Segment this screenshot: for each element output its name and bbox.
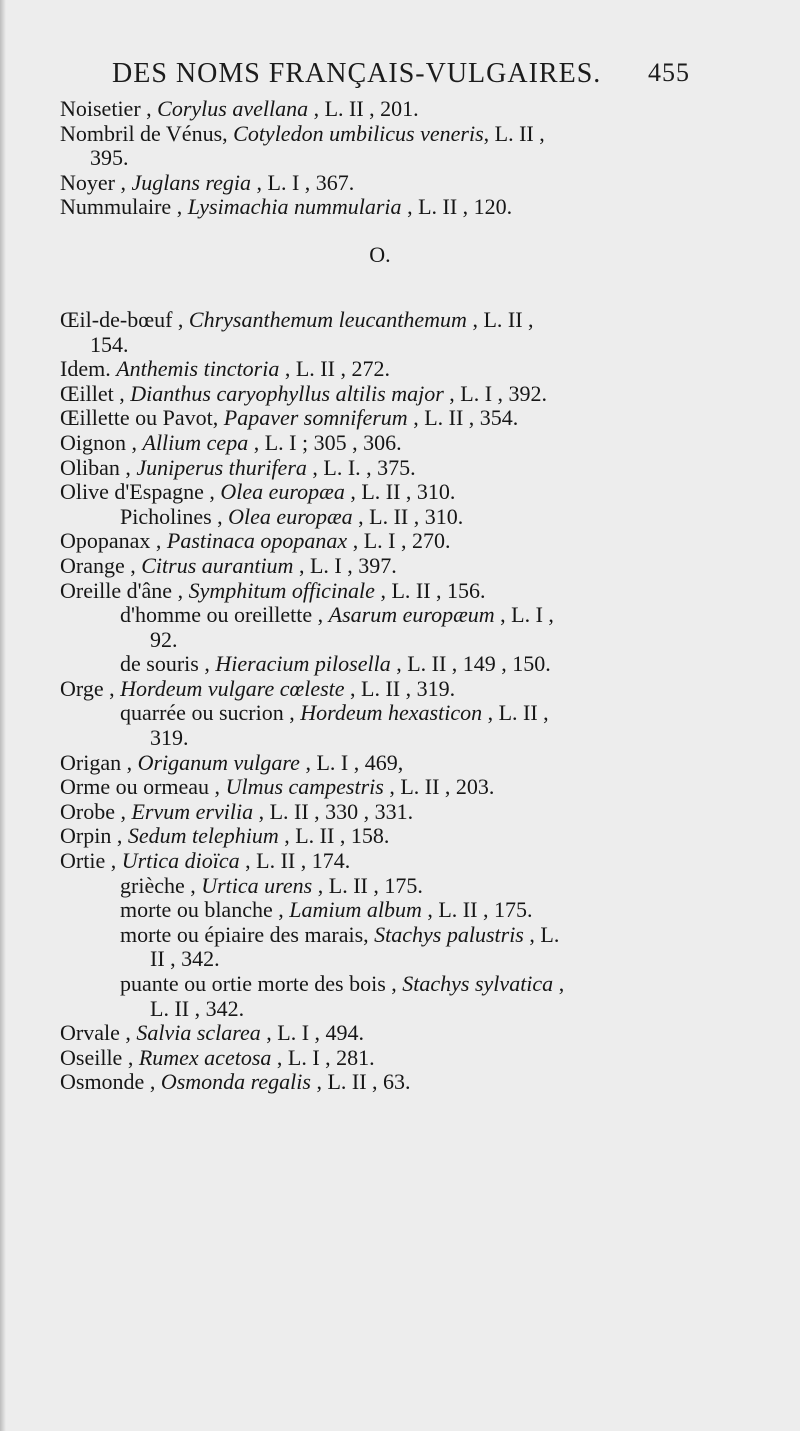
entry-latin-name: Rumex acetosa bbox=[138, 1044, 272, 1070]
page-number: 455 bbox=[648, 58, 690, 87]
entry-reference: , L. I , 270. bbox=[347, 528, 451, 554]
index-entry-line bbox=[60, 97, 700, 122]
index-entry-line bbox=[60, 751, 700, 776]
entry-latin-name: Anthemis tinctoria bbox=[116, 356, 280, 382]
index-entry-line bbox=[60, 406, 700, 431]
entry-latin-name: Urtica urens bbox=[201, 872, 313, 898]
index-entry-line bbox=[60, 431, 700, 456]
entry-latin-name: Asarum europæum bbox=[328, 602, 495, 628]
entry-latin-name: Chrysanthemum leucanthemum bbox=[188, 306, 467, 332]
entry-latin-name: Sedum telephium bbox=[127, 823, 279, 849]
index-entry-line bbox=[60, 554, 700, 579]
index-entry-line bbox=[60, 726, 700, 751]
entry-latin-name: Stachys palustris bbox=[374, 921, 524, 947]
entry-latin-name: Salvia sclarea bbox=[136, 1020, 261, 1046]
entry-common-name: Idem. bbox=[60, 356, 117, 382]
index-entry-line bbox=[60, 997, 700, 1022]
index-entry-line bbox=[60, 357, 700, 382]
entry-common-name: Oignon , bbox=[60, 429, 143, 455]
entry-common-name: Noisetier , bbox=[60, 96, 158, 121]
entry-common-name: d'homme ou oreillette , bbox=[120, 602, 329, 628]
index-entry-line bbox=[60, 579, 700, 604]
entry-latin-name: Dianthus caryophyllus altilis major bbox=[130, 380, 444, 406]
index-entry-line bbox=[60, 1046, 700, 1071]
entry-reference: , L. II , bbox=[482, 700, 549, 726]
entry-reference: , L. I , 392. bbox=[443, 380, 548, 406]
entry-reference: , L. II , 175. bbox=[312, 872, 423, 898]
entry-latin-name: Juglans regia bbox=[131, 169, 252, 195]
index-entry-line bbox=[60, 701, 700, 726]
entry-reference: , bbox=[553, 971, 565, 996]
entry-common-name: morte ou blanche , bbox=[120, 897, 290, 923]
entry-latin-name: Olea europæa bbox=[228, 503, 353, 529]
entry-common-name: Orpin , bbox=[60, 823, 128, 849]
index-entry-line bbox=[60, 505, 700, 530]
index-entry-line bbox=[60, 923, 700, 948]
entry-common-name: Olive d'Espagne , bbox=[60, 479, 221, 505]
index-entry-line bbox=[60, 195, 700, 220]
entry-latin-name: Symphitum officinale bbox=[188, 577, 375, 603]
index-entry-line bbox=[60, 333, 700, 358]
entry-reference: , L. II , 158. bbox=[278, 823, 390, 849]
entry-reference: , L. II , 203. bbox=[383, 774, 495, 800]
index-entry-line bbox=[60, 529, 700, 554]
index-entry-line bbox=[60, 480, 700, 505]
entry-reference: , L. II , bbox=[483, 120, 545, 146]
index-entry-line bbox=[60, 171, 700, 196]
entry-latin-name: Osmonda regalis bbox=[160, 1069, 311, 1095]
entry-common-name: Picholines , bbox=[120, 503, 229, 529]
entry-reference: , L. I , 494. bbox=[260, 1020, 365, 1046]
index-entry-line bbox=[60, 308, 700, 333]
entry-reference: , L. II , 272. bbox=[279, 356, 390, 382]
entry-common-name: Nombril de Vénus, bbox=[60, 120, 234, 146]
entry-reference: , L. II , 319. bbox=[344, 675, 456, 701]
entry-common-name: Œillette ou Pavot, bbox=[60, 405, 224, 431]
entry-common-name: Œil-de-bœuf , bbox=[60, 306, 189, 332]
entry-reference: , L. II , 120. bbox=[401, 194, 513, 220]
entry-latin-name: Stachys sylvatica bbox=[402, 971, 554, 996]
entry-reference: , L. II , 175. bbox=[421, 897, 533, 923]
index-entry-line bbox=[60, 874, 700, 899]
index-entry-line bbox=[60, 677, 700, 702]
entry-latin-name: Hieracium pilosella bbox=[215, 651, 391, 677]
section-letter-heading: O. bbox=[369, 241, 391, 267]
entry-reference: , L. I , bbox=[494, 602, 554, 628]
entry-latin-name: Papaver somniferum bbox=[223, 405, 408, 431]
entry-common-name: Noyer , bbox=[60, 169, 132, 195]
index-entry-line bbox=[60, 1070, 700, 1095]
index-entry-line bbox=[60, 1021, 700, 1046]
entry-reference: , L. II , 156. bbox=[374, 577, 486, 603]
entries-letter-n bbox=[60, 97, 700, 220]
entry-latin-name: Hordeum vulgare cœleste bbox=[120, 675, 345, 701]
entry-latin-name: Ulmus campestris bbox=[225, 774, 384, 800]
entry-common-name: Ortie , bbox=[60, 848, 122, 874]
entry-common-name: II , 342. bbox=[150, 946, 220, 972]
entry-common-name: Œillet , bbox=[60, 380, 131, 406]
entry-reference: , L. II , 149 , 150. bbox=[390, 651, 551, 677]
entry-reference: , L. II , bbox=[466, 306, 534, 332]
index-entry-line bbox=[60, 603, 700, 628]
entry-reference: , L. I , 281. bbox=[271, 1044, 375, 1070]
entry-common-name: Oreille d'âne , bbox=[60, 577, 189, 603]
index-entry-line bbox=[60, 146, 700, 171]
entry-common-name: puante ou ortie morte des bois , bbox=[120, 971, 403, 996]
entry-common-name: morte ou épiaire des marais, bbox=[120, 921, 375, 947]
index-entry-line bbox=[60, 775, 700, 800]
entry-reference: , L. I , 397. bbox=[293, 552, 397, 578]
entry-reference: , L. I , 469, bbox=[299, 749, 404, 775]
entry-reference: , L. bbox=[523, 921, 560, 947]
entry-common-name: 319. bbox=[150, 725, 189, 751]
entry-reference: , L. II , 330 , 331. bbox=[253, 798, 414, 824]
entry-common-name: 395. bbox=[90, 145, 129, 171]
entry-common-name: L. II , 342. bbox=[150, 995, 245, 1021]
entry-latin-name: Urtica dioïca bbox=[121, 848, 240, 874]
entry-latin-name: Lamium album bbox=[289, 897, 422, 923]
entry-common-name: Origan , bbox=[60, 749, 138, 775]
entry-latin-name: Juniperus thurifera bbox=[136, 454, 307, 480]
entry-common-name: Osmonde , bbox=[60, 1069, 161, 1095]
entry-common-name: Orme ou ormeau , bbox=[60, 774, 226, 800]
entry-reference: , L. II , 310. bbox=[344, 479, 456, 505]
entry-common-name: Nummulaire , bbox=[60, 194, 188, 220]
index-entry-line bbox=[60, 947, 700, 972]
entry-latin-name: Corylus avellana bbox=[157, 96, 309, 121]
index-entry-line bbox=[60, 382, 700, 407]
entry-reference: , L. II , 354. bbox=[407, 405, 519, 431]
entry-common-name: Opopanax , bbox=[60, 528, 167, 554]
entry-latin-name: Origanum vulgare bbox=[137, 749, 300, 775]
index-entry-line bbox=[60, 972, 700, 997]
entry-reference: , L. II , 174. bbox=[239, 848, 351, 874]
index-entry-line bbox=[60, 898, 700, 923]
index-entry-line bbox=[60, 824, 700, 849]
entry-reference: , L. I. , 375. bbox=[306, 454, 416, 480]
entry-common-name: Oliban , bbox=[60, 454, 137, 480]
index-entry-line bbox=[60, 849, 700, 874]
index-entry-line bbox=[60, 456, 700, 481]
entry-latin-name: Citrus aurantium bbox=[141, 552, 294, 578]
entry-common-name: Orvale , bbox=[60, 1020, 137, 1046]
entry-reference: , L. II , 310. bbox=[352, 503, 464, 529]
entry-latin-name: Hordeum hexasticon bbox=[300, 700, 483, 726]
entry-common-name: quarrée ou sucrion , bbox=[120, 700, 301, 726]
index-entry-line bbox=[60, 122, 700, 147]
header-title: DES NOMS FRANÇAIS-VULGAIRES. bbox=[112, 58, 602, 89]
entry-common-name: Orange , bbox=[60, 552, 142, 578]
entry-reference: , L. II , 63. bbox=[310, 1069, 411, 1095]
entry-common-name: 154. bbox=[90, 331, 129, 357]
index-entry-line bbox=[60, 800, 700, 825]
entry-common-name: Orobe , bbox=[60, 798, 132, 824]
running-header bbox=[112, 58, 690, 90]
entry-reference: , L. I ; 305 , 306. bbox=[248, 429, 402, 455]
entry-common-name: de souris , bbox=[120, 651, 216, 677]
entry-latin-name: Allium cepa bbox=[142, 429, 249, 455]
entry-common-name: grièche , bbox=[120, 872, 202, 898]
entry-latin-name: Cotyledon umbilicus veneris bbox=[233, 120, 484, 146]
entries-letter-o bbox=[60, 308, 700, 1095]
entry-latin-name: Pastinaca opopanax bbox=[166, 528, 348, 554]
index-entry-line bbox=[60, 628, 700, 653]
entry-common-name: 92. bbox=[150, 626, 178, 652]
entry-latin-name: Olea europæa bbox=[220, 479, 345, 505]
entry-reference: , L. I , 367. bbox=[251, 169, 355, 195]
entry-latin-name: Lysimachia nummularia bbox=[187, 194, 402, 220]
entry-reference: , L. II , 201. bbox=[308, 96, 419, 121]
entry-latin-name: Ervum ervilia bbox=[131, 798, 254, 824]
entry-common-name: Orge , bbox=[60, 675, 121, 701]
section-spacer bbox=[60, 290, 700, 308]
page-edge-shadow bbox=[0, 0, 6, 1431]
entry-common-name: Oseille , bbox=[60, 1044, 139, 1070]
index-entries bbox=[60, 97, 700, 1095]
index-entry-line bbox=[60, 652, 700, 677]
